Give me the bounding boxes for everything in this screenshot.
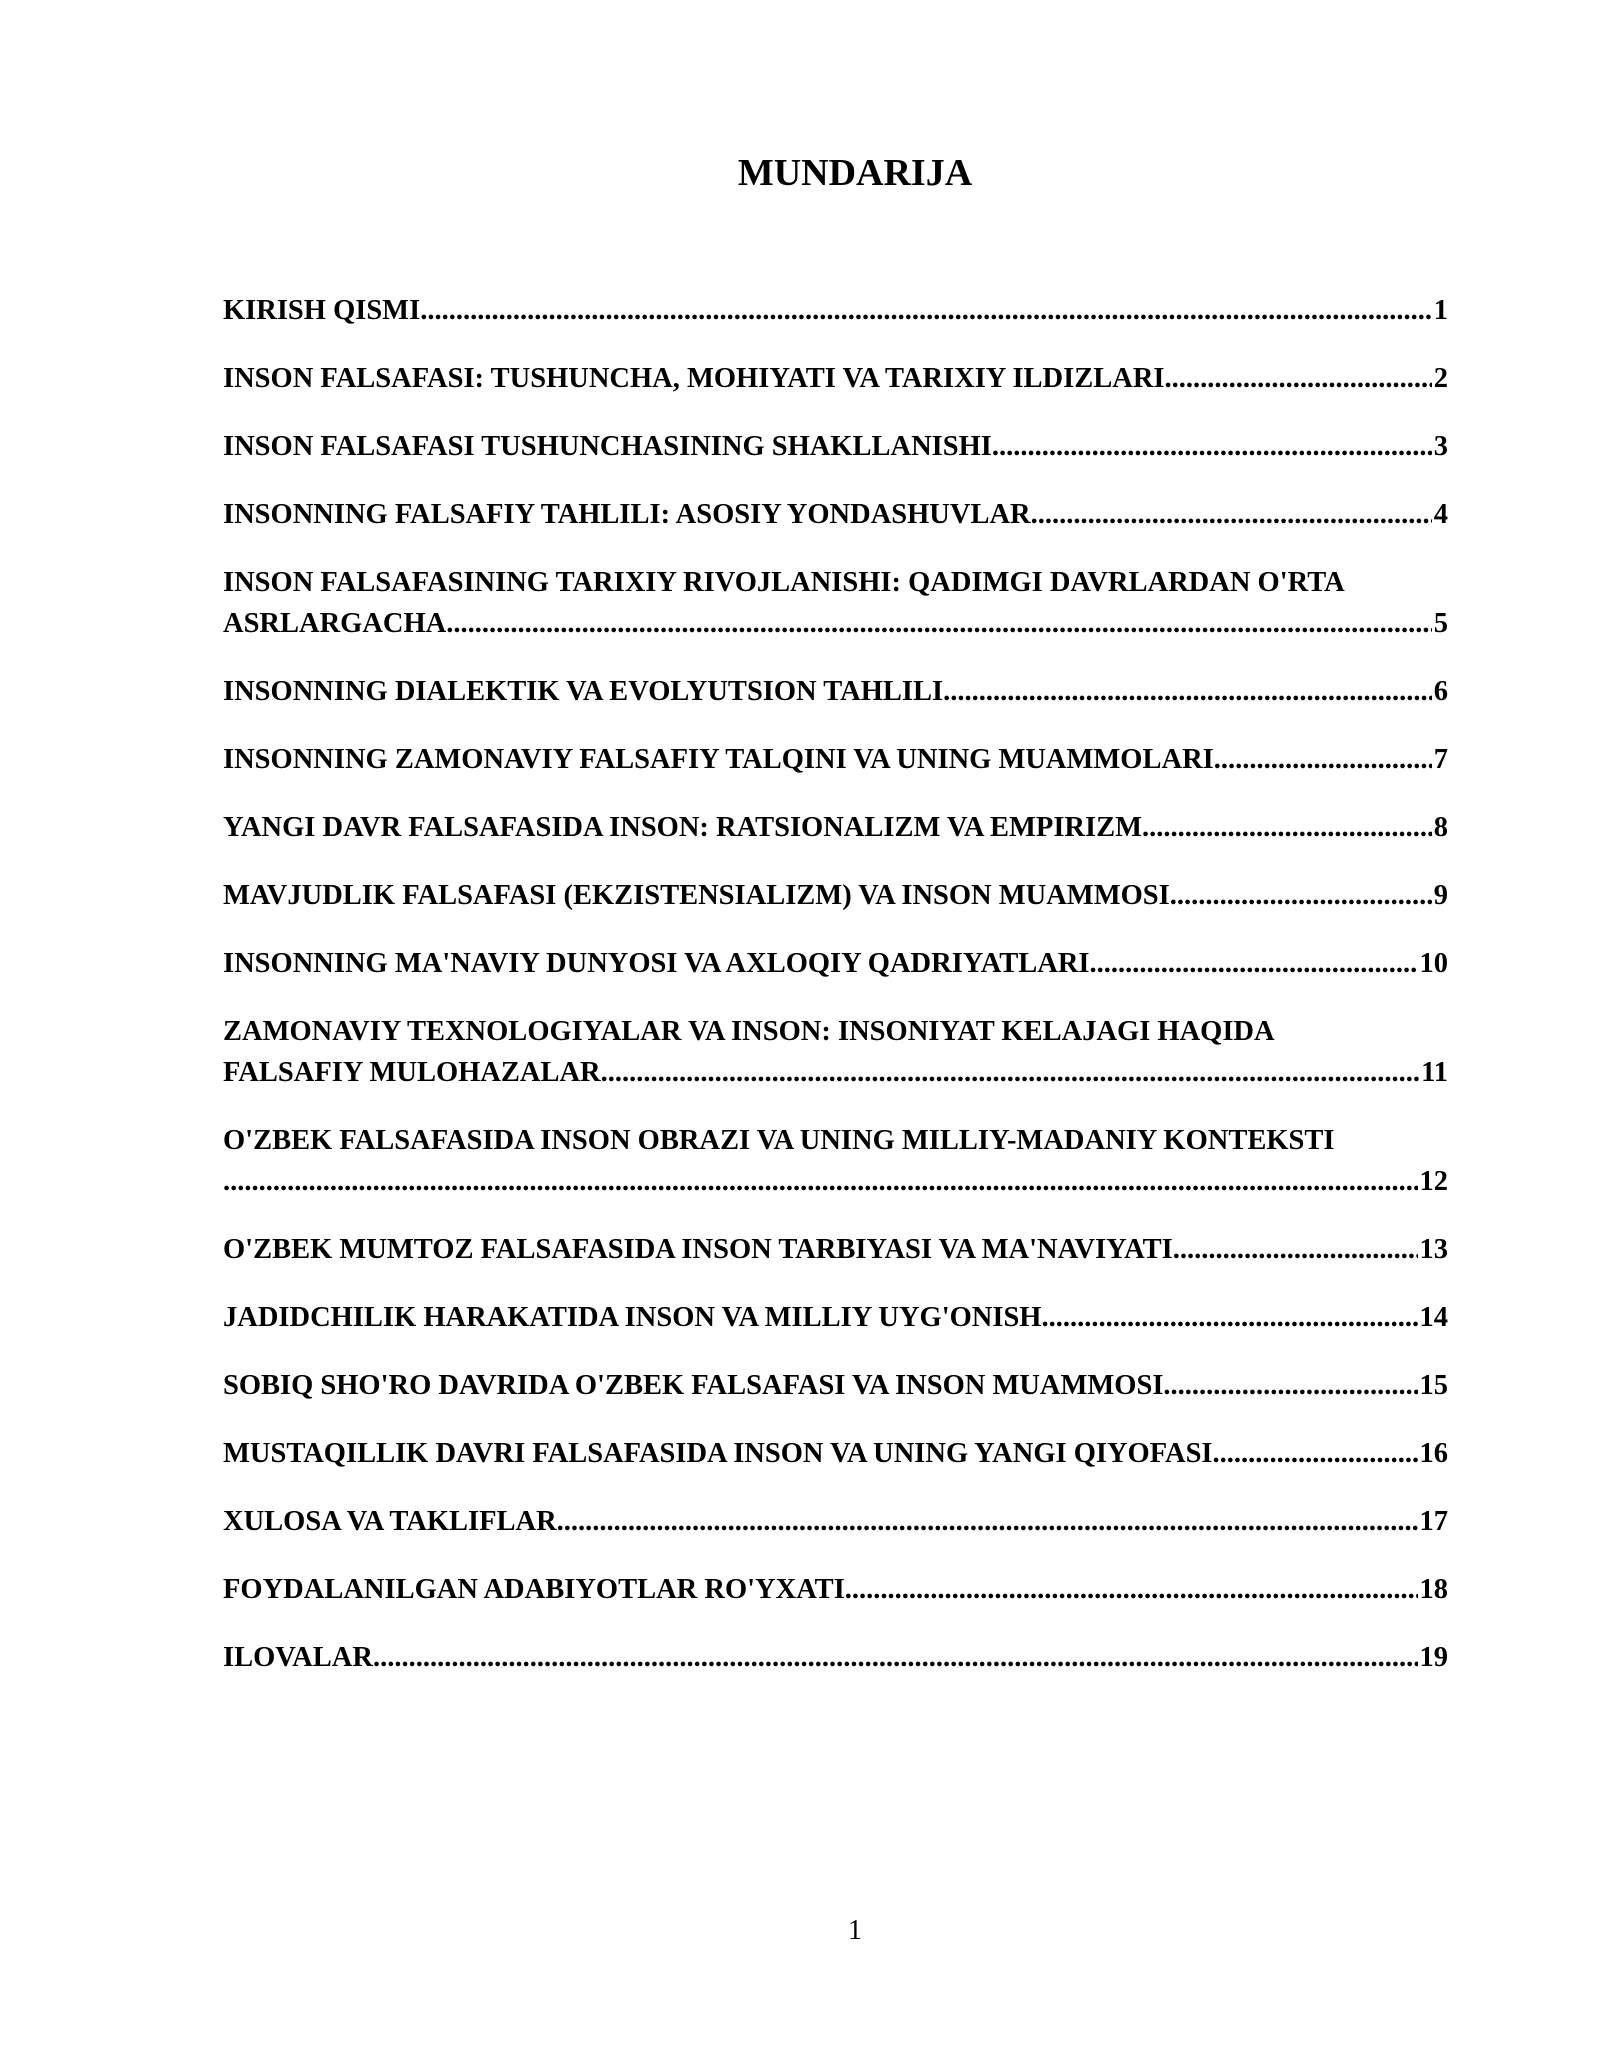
table-of-contents <box>223 290 1448 1705</box>
toc-entry-row <box>223 1052 1448 1093</box>
dot-leader <box>1173 1229 1418 1270</box>
toc-entry[interactable] <box>223 562 1448 644</box>
toc-entry-title: XULOSA VA TAKLIFLAR <box>223 1506 557 1537</box>
dot-leader <box>1163 1365 1417 1406</box>
toc-entry-page-number: 17 <box>1419 1506 1448 1537</box>
toc-entry-page-number: 14 <box>1419 1302 1448 1333</box>
dot-leader <box>1031 494 1432 535</box>
toc-entry-title: YANGI DAVR FALSAFASIDA INSON: RATSIONALIZM VA EMPIRIZM <box>223 812 1143 843</box>
toc-entry-page-number: 15 <box>1419 1370 1448 1401</box>
toc-entry-row <box>223 1569 1448 1610</box>
toc-entry[interactable] <box>223 1229 1448 1270</box>
toc-entry-title: INSONNING ZAMONAVIY FALSAFIY TALQINI VA UNING MUAMMOLARI <box>223 744 1214 775</box>
toc-entry[interactable] <box>223 290 1448 331</box>
toc-entry-title: INSONNING DIALEKTIK VA EVOLYUTSION TAHLILI <box>223 676 944 707</box>
toc-entry[interactable] <box>223 358 1448 399</box>
toc-entry-title: INSONNING FALSAFIY TAHLILI: ASOSIY YONDASHUVLAR <box>223 499 1031 530</box>
dot-leader <box>446 603 1431 644</box>
toc-entry[interactable] <box>223 1637 1448 1678</box>
toc-entry-title: INSON FALSAFASI: TUSHUNCHA, MOHIYATI VA TARIXIY ILDIZLARI <box>223 363 1165 394</box>
dot-leader <box>557 1501 1418 1542</box>
toc-entry[interactable] <box>223 426 1448 467</box>
dot-leader <box>601 1052 1419 1093</box>
toc-entry[interactable] <box>223 494 1448 535</box>
toc-entry-page-number: 13 <box>1419 1234 1448 1265</box>
toc-entry-title-line: INSON FALSAFASINING TARIXIY RIVOJLANISHI: QADIMGI DAVRLARDAN O'RTA <box>223 567 1345 598</box>
toc-entry-page-number: 10 <box>1419 948 1448 979</box>
dot-leader <box>1041 1297 1417 1338</box>
dot-leader <box>992 426 1432 467</box>
toc-entry-page-number: 11 <box>1421 1057 1448 1088</box>
toc-entry-page-number: 16 <box>1419 1438 1448 1469</box>
toc-entry-page-number: 7 <box>1433 744 1448 775</box>
toc-entry-title: KIRISH QISMI <box>223 295 421 326</box>
toc-entry-title: FOYDALANILGAN ADABIYOTLAR RO'YXATI <box>223 1574 845 1605</box>
dot-leader <box>1214 739 1432 780</box>
dot-leader <box>223 1161 1418 1202</box>
toc-entry-row <box>223 1365 1448 1406</box>
toc-entry-page-number: 2 <box>1433 363 1448 394</box>
dot-leader <box>1165 358 1432 399</box>
toc-entry[interactable] <box>223 1501 1448 1542</box>
toc-entry-row <box>223 739 1448 780</box>
toc-entry-page-number: 12 <box>1419 1166 1448 1197</box>
toc-entry[interactable] <box>223 739 1448 780</box>
toc-entry-page-number: 9 <box>1433 880 1448 911</box>
toc-entry-row <box>223 1297 1448 1338</box>
toc-entry-row <box>223 1501 1448 1542</box>
toc-entry-row <box>223 1161 1448 1202</box>
toc-entry-page-number: 5 <box>1433 608 1448 639</box>
toc-entry-row <box>223 358 1448 399</box>
toc-entry-row <box>223 426 1448 467</box>
toc-entry[interactable] <box>223 1120 1448 1202</box>
toc-entry-title: MAVJUDLIK FALSAFASI (EKZISTENSIALIZM) VA INSON MUAMMOSI <box>223 880 1170 911</box>
toc-entry-row <box>223 494 1448 535</box>
toc-entry-row <box>223 290 1448 331</box>
toc-entry-row <box>223 807 1448 848</box>
toc-entry-page-number: 1 <box>1433 295 1448 326</box>
dot-leader <box>373 1637 1418 1678</box>
toc-entry-title: ILOVALAR <box>223 1642 373 1673</box>
toc-entry[interactable] <box>223 807 1448 848</box>
dot-leader <box>1090 943 1418 984</box>
toc-entry-page-number: 18 <box>1419 1574 1448 1605</box>
toc-entry-page-number: 19 <box>1419 1642 1448 1673</box>
dot-leader <box>845 1569 1418 1610</box>
dot-leader <box>943 671 1432 712</box>
toc-entry[interactable] <box>223 1433 1448 1474</box>
page-number: 1 <box>848 1915 862 1946</box>
toc-entry-row <box>223 943 1448 984</box>
dot-leader <box>1213 1433 1418 1474</box>
toc-entry-row <box>223 603 1448 644</box>
toc-entry-title-line: ZAMONAVIY TEXNOLOGIYALAR VA INSON: INSONIYAT KELAJAGI HAQIDA <box>223 1016 1275 1047</box>
toc-entry-row <box>223 671 1448 712</box>
toc-entry-page-number: 3 <box>1433 431 1448 462</box>
toc-entry[interactable] <box>223 1011 1448 1093</box>
toc-entry-title: SOBIQ SHO'RO DAVRIDA O'ZBEK FALSAFASI VA INSON MUAMMOSI <box>223 1370 1164 1401</box>
toc-entry-row <box>223 1229 1448 1270</box>
toc-entry[interactable] <box>223 1569 1448 1610</box>
toc-entry[interactable] <box>223 671 1448 712</box>
toc-entry-title: MUSTAQILLIK DAVRI FALSAFASIDA INSON VA UNING YANGI QIYOFASI <box>223 1438 1213 1469</box>
toc-entry-row <box>223 875 1448 916</box>
toc-entry-title: INSONNING MA'NAVIY DUNYOSI VA AXLOQIY QADRIYATLARI <box>223 948 1090 979</box>
toc-entry-page-number: 8 <box>1433 812 1448 843</box>
dot-leader <box>1170 875 1432 916</box>
dot-leader <box>1142 807 1432 848</box>
toc-entry-page-number: 6 <box>1433 676 1448 707</box>
toc-entry[interactable] <box>223 943 1448 984</box>
toc-entry-row <box>223 1637 1448 1678</box>
dot-leader <box>420 290 1432 331</box>
toc-entry-title: FALSAFIY MULOHAZALAR <box>223 1057 601 1088</box>
toc-entry[interactable] <box>223 1297 1448 1338</box>
toc-entry[interactable] <box>223 875 1448 916</box>
toc-entry-page-number: 4 <box>1433 499 1448 530</box>
toc-entry-title: ASRLARGACHA <box>223 608 447 639</box>
toc-entry-row <box>223 1433 1448 1474</box>
toc-entry-title-line: O'ZBEK FALSAFASIDA INSON OBRAZI VA UNING MILLIY-MADANIY KONTEKSTI <box>223 1125 1335 1156</box>
page-title: MUNDARIJA <box>737 152 973 194</box>
toc-entry-title: JADIDCHILIK HARAKATIDA INSON VA MILLIY UYG'ONISH <box>223 1302 1042 1333</box>
toc-entry-title: O'ZBEK MUMTOZ FALSAFASIDA INSON TARBIYASI VA MA'NAVIYATI <box>223 1234 1173 1265</box>
toc-entry[interactable] <box>223 1365 1448 1406</box>
toc-entry-title: INSON FALSAFASI TUSHUNCHASINING SHAKLLANISHI <box>223 431 992 462</box>
